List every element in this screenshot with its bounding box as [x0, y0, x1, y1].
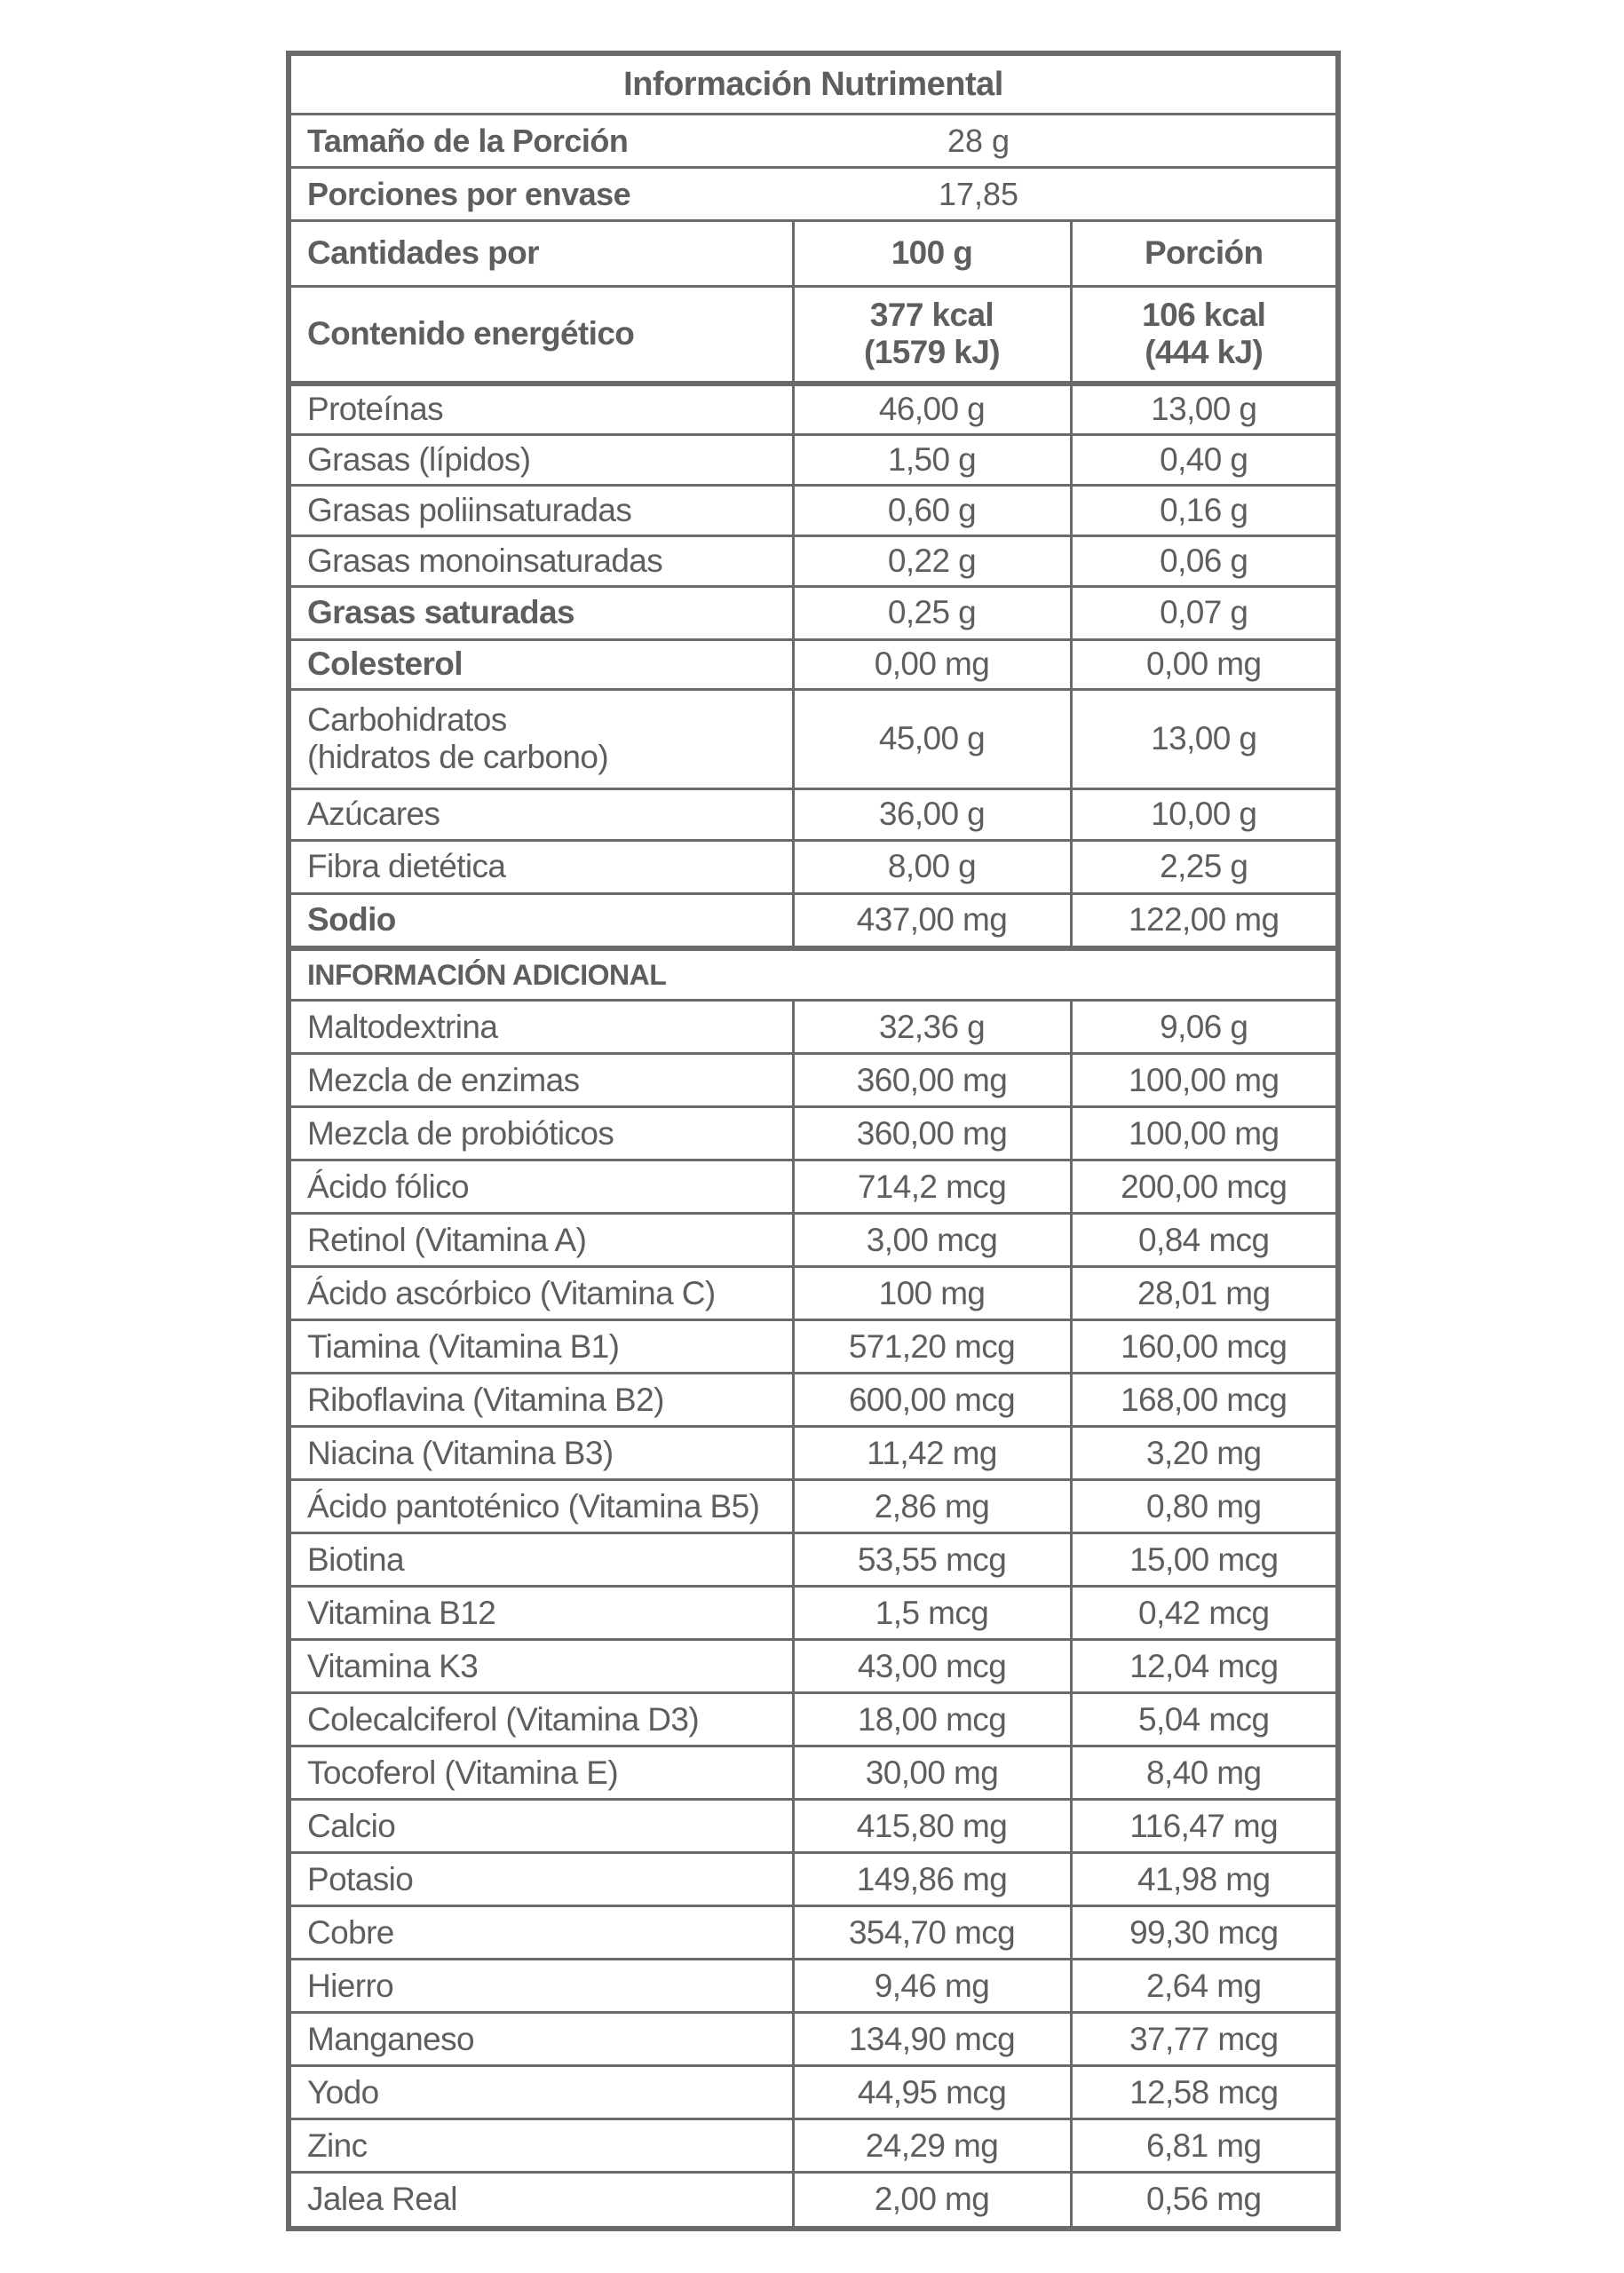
nutrient-portion: 116,47 mg: [1071, 1800, 1335, 1853]
nutrient-portion: 0,07 g: [1071, 586, 1335, 639]
nutrient-name: Fibra dietética: [291, 840, 793, 893]
nutrient-per100: 45,00 g: [793, 689, 1071, 788]
column-header-portion: Porción: [1071, 222, 1335, 286]
table-row: [291, 434, 1335, 485]
table-row: [291, 586, 1335, 639]
nutrient-portion: 100,00 mg: [1071, 1054, 1335, 1107]
nutrient-per100: 1,5 mcg: [793, 1587, 1071, 1640]
nutrient-per100: 32,36 g: [793, 1001, 1071, 1054]
table-row: [291, 1374, 1335, 1427]
nutrient-per100: 9,46 mg: [793, 1960, 1071, 2013]
nutrient-name: Yodo: [291, 2066, 793, 2119]
table-row: [291, 1533, 1335, 1587]
nutrient-name: Azúcares: [291, 788, 793, 840]
nutrition-facts-table: [286, 51, 1341, 2231]
table-row: [291, 1587, 1335, 1640]
nutrient-portion: 0,00 mg: [1071, 639, 1335, 689]
nutrient-name: Grasas monoinsaturadas: [291, 535, 793, 586]
servings-per-container-value: 17,85: [938, 176, 1019, 212]
table-row: [291, 2013, 1335, 2066]
nutrient-per100: 24,29 mg: [793, 2119, 1071, 2173]
nutrient-per100: 600,00 mcg: [793, 1374, 1071, 1427]
energy-portion: [1071, 286, 1335, 384]
nutrient-portion: 8,40 mg: [1071, 1746, 1335, 1800]
energy-per100-kcal: 377 kcal: [869, 297, 994, 334]
nutrient-portion: 0,16 g: [1071, 485, 1335, 535]
nutrient-name: Vitamina B12: [291, 1587, 793, 1640]
table-row: [291, 1107, 1335, 1160]
nutrient-name: [291, 689, 793, 788]
nutrient-name: Cobre: [291, 1906, 793, 1960]
nutrient-portion: 12,04 mcg: [1071, 1640, 1335, 1693]
table-row: [291, 1746, 1335, 1800]
nutrient-per100: 0,25 g: [793, 586, 1071, 639]
energy-per100-kj: (1579 kJ): [864, 334, 1000, 371]
table-row: [291, 1640, 1335, 1693]
table-title: Información Nutrimental: [291, 56, 1335, 115]
additional-info-header-row: [291, 948, 1335, 1001]
table-row: [291, 384, 1335, 434]
nutrient-portion: 13,00 g: [1071, 384, 1335, 434]
nutrient-name: Niacina (Vitamina B3): [291, 1427, 793, 1480]
nutrient-per100: 8,00 g: [793, 840, 1071, 893]
nutrient-name-line2: (hidratos de carbono): [307, 739, 609, 775]
nutrient-portion: 2,25 g: [1071, 840, 1335, 893]
energy-portion-kcal: 106 kcal: [1142, 297, 1266, 334]
nutrient-portion: 6,81 mg: [1071, 2119, 1335, 2173]
nutrient-name-line1: Carbohidratos: [307, 701, 507, 738]
servings-per-container-label: Porciones por envase: [307, 176, 631, 212]
nutrient-table: [291, 222, 1335, 2226]
table-row: [291, 2173, 1335, 2226]
nutrient-per100: 100 mg: [793, 1267, 1071, 1320]
servings-per-container-row: [291, 169, 1335, 222]
serving-size-row: [291, 115, 1335, 169]
table-row: [291, 1480, 1335, 1533]
nutrient-name: Proteínas: [291, 384, 793, 434]
energy-portion-kj: (444 kJ): [1145, 334, 1264, 371]
nutrient-portion: 160,00 mcg: [1071, 1320, 1335, 1374]
nutrient-portion: 100,00 mg: [1071, 1107, 1335, 1160]
table-row: [291, 1960, 1335, 2013]
table-row: [291, 1693, 1335, 1746]
nutrient-portion: 28,01 mg: [1071, 1267, 1335, 1320]
nutrient-portion: 37,77 mcg: [1071, 2013, 1335, 2066]
nutrient-name: Calcio: [291, 1800, 793, 1853]
nutrient-name: Ácido fólico: [291, 1160, 793, 1214]
nutrient-name: Tiamina (Vitamina B1): [291, 1320, 793, 1374]
nutrient-portion: 0,80 mg: [1071, 1480, 1335, 1533]
table-row: [291, 1267, 1335, 1320]
nutrient-per100: 30,00 mg: [793, 1746, 1071, 1800]
nutrient-per100: 0,00 mg: [793, 639, 1071, 689]
nutrient-name: Ácido ascórbico (Vitamina C): [291, 1267, 793, 1320]
column-header-label: Cantidades por: [291, 222, 793, 286]
nutrient-per100: 3,00 mcg: [793, 1214, 1071, 1267]
energy-per100: [793, 286, 1071, 384]
table-row: [291, 2119, 1335, 2173]
nutrient-per100: 36,00 g: [793, 788, 1071, 840]
table-row: [291, 788, 1335, 840]
energy-label: Contenido energético: [291, 286, 793, 384]
nutrient-portion: 0,40 g: [1071, 434, 1335, 485]
table-row: [291, 1160, 1335, 1214]
nutrient-portion: 3,20 mg: [1071, 1427, 1335, 1480]
nutrient-portion: 12,58 mcg: [1071, 2066, 1335, 2119]
nutrient-portion: 9,06 g: [1071, 1001, 1335, 1054]
nutrient-name: Mezcla de probióticos: [291, 1107, 793, 1160]
nutrient-per100: 0,22 g: [793, 535, 1071, 586]
table-row: [291, 485, 1335, 535]
nutrient-per100: 44,95 mcg: [793, 2066, 1071, 2119]
nutrient-per100: 2,00 mg: [793, 2173, 1071, 2226]
nutrient-portion: 0,42 mcg: [1071, 1587, 1335, 1640]
nutrient-per100: 1,50 g: [793, 434, 1071, 485]
nutrient-name: Jalea Real: [291, 2173, 793, 2226]
table-row: [291, 1054, 1335, 1107]
nutrient-portion: 13,00 g: [1071, 689, 1335, 788]
nutrient-name: Biotina: [291, 1533, 793, 1587]
table-row: [291, 2066, 1335, 2119]
nutrient-per100: 354,70 mcg: [793, 1906, 1071, 1960]
serving-size-label: Tamaño de la Porción: [307, 123, 629, 159]
nutrient-per100: 134,90 mcg: [793, 2013, 1071, 2066]
nutrient-name: Grasas saturadas: [291, 586, 793, 639]
nutrient-name: Colesterol: [291, 639, 793, 689]
nutrient-portion: 41,98 mg: [1071, 1853, 1335, 1906]
nutrient-name: Vitamina K3: [291, 1640, 793, 1693]
nutrient-name: Manganeso: [291, 2013, 793, 2066]
column-header-row: [291, 222, 1335, 286]
nutrient-portion: 0,84 mcg: [1071, 1214, 1335, 1267]
nutrient-per100: 360,00 mg: [793, 1054, 1071, 1107]
nutrient-name: Sodio: [291, 893, 793, 948]
nutrient-name: Ácido pantoténico (Vitamina B5): [291, 1480, 793, 1533]
nutrient-portion: 2,64 mg: [1071, 1960, 1335, 2013]
table-row: [291, 1001, 1335, 1054]
table-row: [291, 1214, 1335, 1267]
nutrient-portion: 5,04 mcg: [1071, 1693, 1335, 1746]
nutrient-per100: 415,80 mg: [793, 1800, 1071, 1853]
serving-size-value: 28 g: [947, 123, 1010, 159]
table-row: [291, 893, 1335, 948]
nutrient-per100: 53,55 mcg: [793, 1533, 1071, 1587]
energy-row: [291, 286, 1335, 384]
nutrient-per100: 149,86 mg: [793, 1853, 1071, 1906]
nutrient-per100: 2,86 mg: [793, 1480, 1071, 1533]
nutrient-per100: 571,20 mcg: [793, 1320, 1071, 1374]
nutrient-name: Mezcla de enzimas: [291, 1054, 793, 1107]
nutrient-name: Grasas (lípidos): [291, 434, 793, 485]
nutrient-name: Grasas poliinsaturadas: [291, 485, 793, 535]
nutrient-portion: 200,00 mcg: [1071, 1160, 1335, 1214]
nutrient-name: Retinol (Vitamina A): [291, 1214, 793, 1267]
nutrient-name: Tocoferol (Vitamina E): [291, 1746, 793, 1800]
table-row: [291, 535, 1335, 586]
nutrient-portion: 0,56 mg: [1146, 2181, 1262, 2218]
table-row: [291, 1800, 1335, 1853]
column-header-per100: 100 g: [793, 222, 1071, 286]
additional-info-title: INFORMACIÓN ADICIONAL: [291, 948, 1335, 1001]
table-row: [291, 689, 1335, 788]
nutrient-per100: 0,60 g: [793, 485, 1071, 535]
nutrient-per100: 714,2 mcg: [793, 1160, 1071, 1214]
nutrient-per100: 43,00 mcg: [793, 1640, 1071, 1693]
table-row: [291, 1853, 1335, 1906]
nutrient-portion: 122,00 mg: [1071, 893, 1335, 948]
nutrient-per100: 437,00 mg: [793, 893, 1071, 948]
table-row: [291, 840, 1335, 893]
nutrient-per100: 46,00 g: [793, 384, 1071, 434]
table-row: [291, 1906, 1335, 1960]
nutrient-portion: 10,00 g: [1071, 788, 1335, 840]
nutrient-name: Hierro: [291, 1960, 793, 2013]
table-row: [291, 639, 1335, 689]
nutrient-name: Riboflavina (Vitamina B2): [291, 1374, 793, 1427]
nutrient-portion: 0,06 g: [1071, 535, 1335, 586]
nutrient-portion: 15,00 mcg: [1071, 1533, 1335, 1587]
nutrient-name: Colecalciferol (Vitamina D3): [291, 1693, 793, 1746]
nutrient-per100: 360,00 mg: [793, 1107, 1071, 1160]
nutrient-per100: 11,42 mg: [793, 1427, 1071, 1480]
table-row: [291, 1427, 1335, 1480]
nutrient-portion: 168,00 mcg: [1071, 1374, 1335, 1427]
nutrient-name: Maltodextrina: [291, 1001, 793, 1054]
nutrient-name: Potasio: [291, 1853, 793, 1906]
nutrient-portion: 99,30 mcg: [1071, 1906, 1335, 1960]
table-row: [291, 1320, 1335, 1374]
nutrient-per100: 18,00 mcg: [793, 1693, 1071, 1746]
nutrient-name: Zinc: [291, 2119, 793, 2173]
